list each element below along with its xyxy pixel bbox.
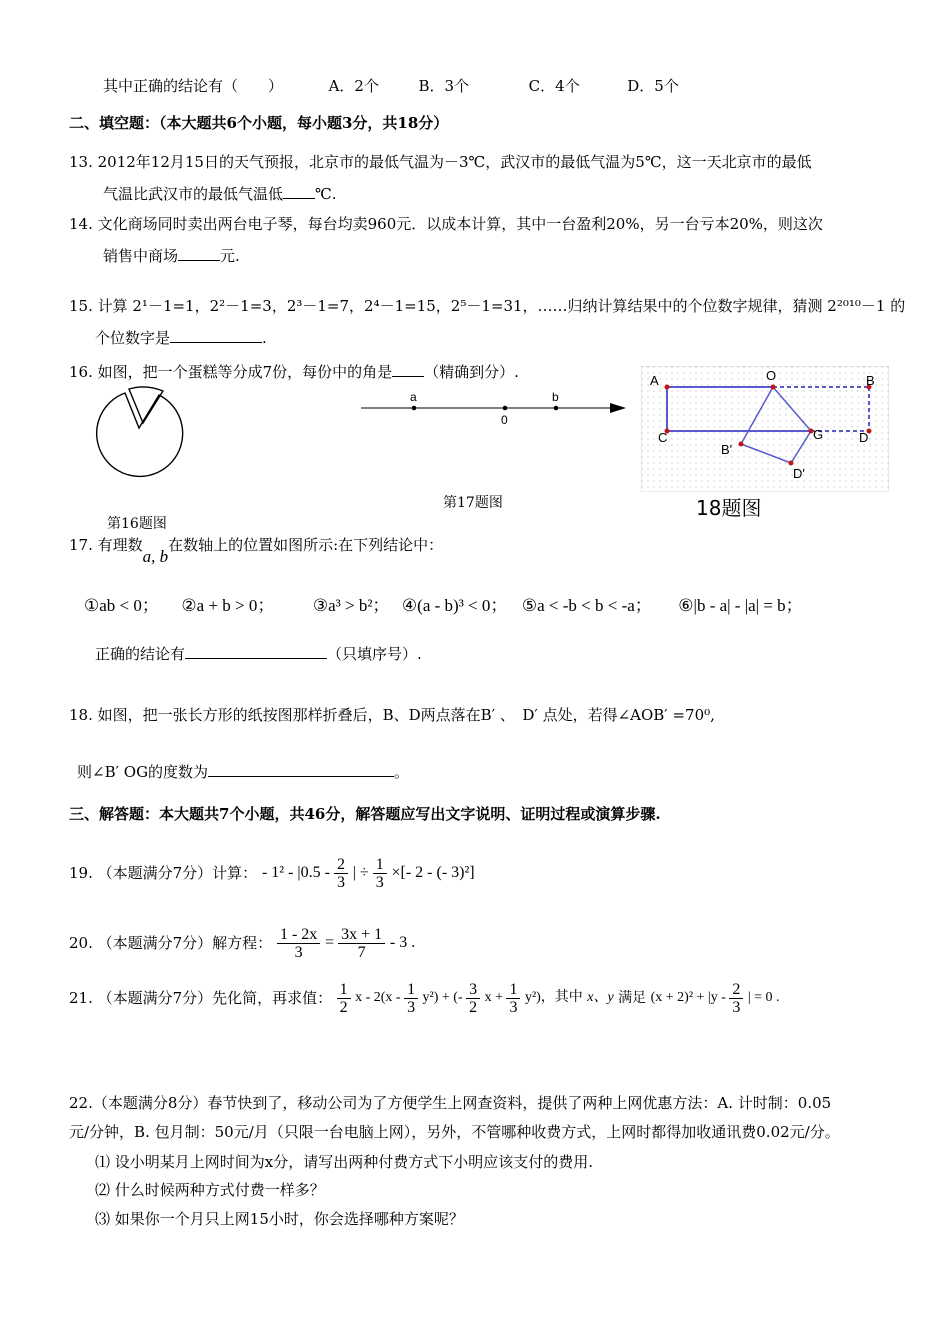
number-line-figure xyxy=(358,390,633,430)
q20-frac-right: $\frac{3x + 1}{7}$ xyxy=(338,926,385,961)
q13-answer-blank[interactable] xyxy=(283,184,315,199)
cake-figure xyxy=(90,385,190,485)
q20-frac-left: $\frac{1 - 2x}{3}$ xyxy=(277,926,320,961)
label-G: G xyxy=(813,427,824,442)
section3-title: 三、解答题：本大题共7个小题，共46分，解答题应写出文字说明、证明过程或演算步骤. xyxy=(69,805,661,823)
q15-line2: 个位数字是 . xyxy=(95,329,267,347)
q12-options xyxy=(103,76,679,96)
cake-body xyxy=(97,393,183,476)
point-D-prime xyxy=(789,461,794,466)
q21-frac-3-2: $\frac{3}{2}$ xyxy=(466,981,480,1016)
q17-options xyxy=(84,596,803,616)
q15-line1: 15. 计算 2¹－1=1，2²－1=3，2³－1=7，2⁴－1=15，2⁵－1=31，……归纳计算结果中的个位数字规律，猜测 2²⁰¹⁰－1 的 xyxy=(69,297,906,315)
label-A: A xyxy=(650,373,659,388)
q16-answer-blank[interactable] xyxy=(392,362,424,377)
q19-line: 19. （本题满分7分）计算： - 1² - |0.5 - $\frac{2}{3}$ | ÷ $\frac{1}{3}$ ×[- 2 - (- 3)²] xyxy=(69,855,475,891)
q17-item-4: ④(a - b)³ < 0； xyxy=(401,596,508,615)
q17-item-5: ⑤a < -b < b < -a； xyxy=(521,596,652,615)
q19-frac-2-3: $\frac{2}{3}$ xyxy=(334,856,348,891)
number-line-arrow xyxy=(610,403,626,413)
q18-answer-blank[interactable] xyxy=(208,762,394,777)
label-B-prime: B' xyxy=(721,442,733,457)
q15-answer-blank[interactable] xyxy=(170,328,262,343)
point-a xyxy=(412,406,417,411)
q17-item-1: ①ab < 0； xyxy=(84,596,159,615)
q13-line2: 气温比武汉市的最低气温低 ℃. xyxy=(103,185,337,203)
q22-line2: 元/分钟，B. 包月制：50元/月（只限一台电脑上网），另外，不管哪种收费方式，上网时都得加收通讯费0.02元/分。 xyxy=(69,1123,840,1141)
label-b: b xyxy=(552,390,559,404)
q22-line1: 22.（本题满分8分）春节快到了，移动公司为了方便学生上网查资料，提供了两种上网优惠方法：A. 计时制：0.05 xyxy=(69,1094,832,1112)
q17-answer-blank[interactable] xyxy=(185,644,327,659)
point-O xyxy=(771,385,776,390)
grid-background xyxy=(641,366,889,492)
fig18-caption: 18题图 xyxy=(696,496,762,520)
fig17-caption: 第17题图 xyxy=(443,495,503,511)
q17-item-2: ②a + b > 0； xyxy=(181,596,275,615)
q17-item-3: ③a³ > b²； xyxy=(312,596,390,615)
fold-figure xyxy=(641,366,889,492)
q17-line1: 17. 有理数a, b在数轴上的位置如图所示:在下列结论中： xyxy=(69,536,444,566)
q13-line1: 13. 2012年12月15日的天气预报，北京市的最低气温为－3℃，武汉市的最低气温为5℃，这一天北京市的最低 xyxy=(69,153,812,171)
option-d: D．5个 xyxy=(627,77,679,95)
point-B-prime xyxy=(739,442,744,447)
label-B: B xyxy=(866,373,875,388)
label-zero: 0 xyxy=(501,413,508,427)
label-O: O xyxy=(766,368,777,383)
q12-text: 其中正确的结论有（ ） xyxy=(103,77,284,95)
q14-line1: 14. 文化商场同时卖出两台电子琴，每台均卖960元．以成本计算，其中一台盈利20%，另一台亏本20%，则这次 xyxy=(69,215,823,233)
label-D: D xyxy=(859,430,869,445)
option-a: A．2个 xyxy=(328,77,379,95)
q14-answer-blank[interactable] xyxy=(178,246,220,261)
q17-vars: a, b xyxy=(142,547,169,566)
q14-line2: 销售中商场 元. xyxy=(103,247,240,265)
q21-line: 21. （本题满分7分）先化简，再求值： $\frac{1}{2}$ x - 2(x - $\frac{1}{3}$ y²) + (- $\frac{3}{2}$ x + $\frac{1}{3}$ y²)，其中 x、y 满足 (x + 2)² + |y - $\frac{2}{3}$ | = 0 . xyxy=(69,980,780,1016)
q17-answer-line: 正确的结论有 （只填序号）. xyxy=(95,645,422,663)
q18-line1: 18. 如图，把一张长方形的纸按图那样折叠后，B、D两点落在B′ 、 D′ 点处，若得∠AOB′ =70⁰, xyxy=(69,706,715,724)
q17-item-6: ⑥|b - a| - |a| = b； xyxy=(678,596,803,615)
q21-frac-2-3: $\frac{2}{3}$ xyxy=(729,981,743,1016)
label-D-prime: D' xyxy=(793,466,805,481)
label-a: a xyxy=(410,390,417,404)
q22-part3: ⑶ 如果你一个月只上网15小时，你会选择哪种方案呢？ xyxy=(95,1210,464,1228)
q21-frac-1-3a: $\frac{1}{3}$ xyxy=(404,981,418,1016)
q22-part2: ⑵ 什么时候两种方式付费一样多？ xyxy=(95,1181,325,1199)
section2-title: 二、填空题：（本大题共6个小题，每小题3分，共18分） xyxy=(69,114,449,132)
q19-frac-1-3: $\frac{1}{3}$ xyxy=(373,856,387,891)
label-C: C xyxy=(658,430,668,445)
q20-line: 20. （本题满分7分）解方程： $\frac{1 - 2x}{3}$ = $\frac{3x + 1}{7}$ - 3 . xyxy=(69,925,416,961)
point-A xyxy=(665,385,670,390)
q18-line2: 则∠B′ OG的度数为 。 xyxy=(77,763,410,781)
point-b xyxy=(554,406,559,411)
option-c: C．4个 xyxy=(528,77,580,95)
option-b: B．3个 xyxy=(418,77,470,95)
q16-line1: 16. 如图，把一个蛋糕等分成7份，每份中的角是 （精确到分）. xyxy=(69,363,519,381)
q21-frac-1-3b: $\frac{1}{3}$ xyxy=(506,981,520,1016)
q21-frac-1-2: $\frac{1}{2}$ xyxy=(337,981,351,1016)
point-zero xyxy=(503,406,508,411)
fig16-caption: 第16题图 xyxy=(107,516,167,532)
q22-part1: ⑴ 设小明某月上网时间为x分，请写出两种付费方式下小明应该支付的费用. xyxy=(95,1153,593,1171)
